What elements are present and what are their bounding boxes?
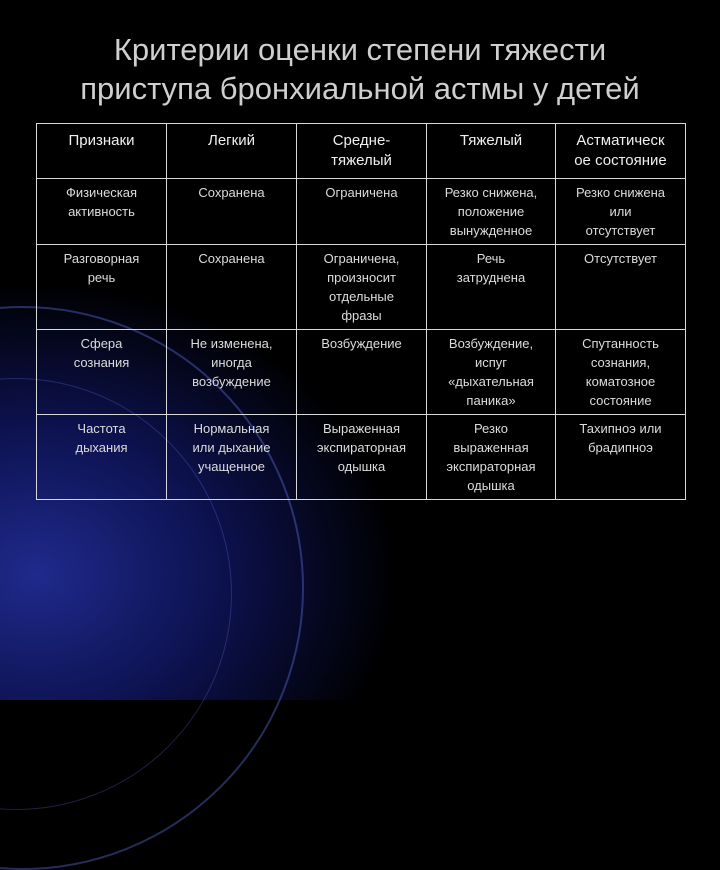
header-cell-severe: Тяжелый [427, 124, 556, 179]
table-header-row [37, 124, 686, 179]
table-cell: Разговорная речь [37, 245, 167, 330]
table-cell: Сфера сознания [37, 330, 167, 415]
table-cell: Тахипноэ или брадипноэ [556, 415, 686, 500]
slide-title [30, 30, 690, 108]
table-cell: Нормальная или дыхание учащенное [167, 415, 297, 500]
table-cell: Частота дыхания [37, 415, 167, 500]
table-cell: Возбуждение, испуг «дыхательная паника» [427, 330, 556, 415]
table-cell: Резко выраженная экспираторная одышка [427, 415, 556, 500]
table-cell: Резко снижена, положение вынужденное [427, 179, 556, 245]
table-cell: Сохранена [167, 179, 297, 245]
table-cell: Выраженная экспираторная одышка [297, 415, 427, 500]
criteria-table [36, 123, 686, 500]
table-cell: Ограничена [297, 179, 427, 245]
header-cell-moderate: Средне- тяжелый [297, 124, 427, 179]
table-cell: Физическая активность [37, 179, 167, 245]
header-cell-status-asthmaticus: Астматическ ое состояние [556, 124, 686, 179]
header-cell-signs: Признаки [37, 124, 167, 179]
table-row [37, 415, 686, 500]
table-cell: Не изменена, иногда возбуждение [167, 330, 297, 415]
slide-title-line-1: Критерии оценки степени тяжести [113, 32, 607, 67]
table-cell: Ограничена, произносит отдельные фразы [297, 245, 427, 330]
table-cell: Сохранена [167, 245, 297, 330]
table-cell: Возбуждение [297, 330, 427, 415]
table-row [37, 245, 686, 330]
table-cell: Резко снижена или отсутствует [556, 179, 686, 245]
header-cell-mild: Легкий [167, 124, 297, 179]
slide-title-line-2: приступа бронхиальной астмы у детей [80, 71, 640, 106]
table-cell: Речь затруднена [427, 245, 556, 330]
table-cell: Отсутствует [556, 245, 686, 330]
table-cell: Спутанность сознания, коматозное состояние [556, 330, 686, 415]
table-row [37, 330, 686, 415]
table-row [37, 179, 686, 245]
